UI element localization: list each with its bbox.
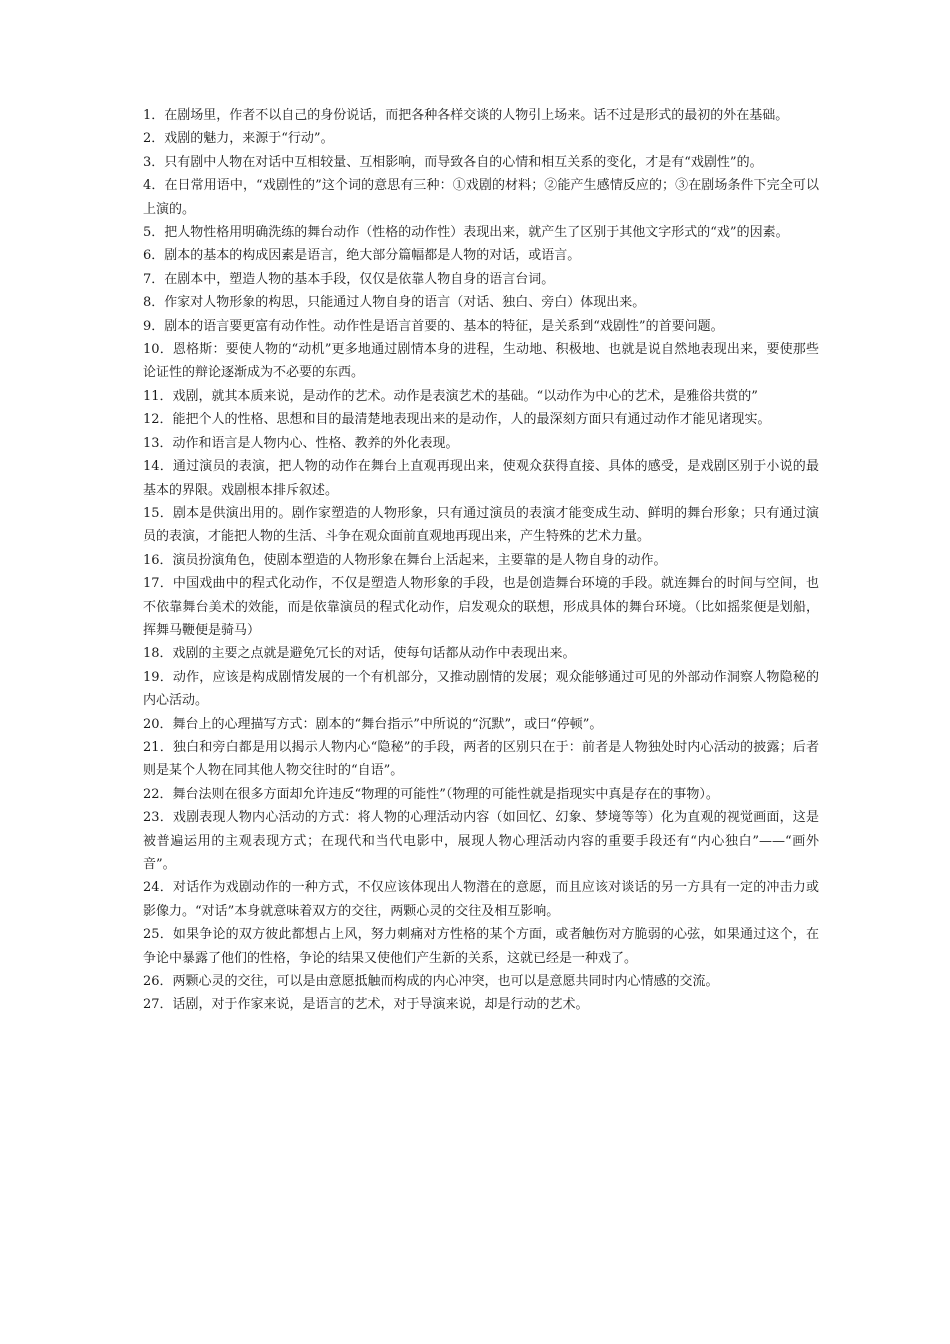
paragraph-26: 26．两颗心灵的交往，可以是由意愿抵触而构成的内心冲突，也可以是意愿共同时内心情感的交流。 (143, 974, 719, 990)
paragraph-5: 5．把人物性格用明确洗练的舞台动作（性格的动作性）表现出来，就产生了区别于其他文字形式的“戏”的因素。 (143, 225, 789, 241)
paragraph-20: 20．舞台上的心理描写方式：剧本的“舞台指示”中所说的“沉默”，或曰“停顿”。 (143, 716, 603, 732)
paragraph-21: 21．独白和旁白都是用以揭示人物内心“隐秘”的手段，两者的区别只在于：前者是人物独处时内心活动的披露；后者则是某个人物在同其他人物交往时的“自语”。 (143, 739, 819, 779)
paragraph-6: 6．剧本的基本的构成因素是语言，绝大部分篇幅都是人物的对话，或语言。 (143, 248, 581, 264)
paragraph-11: 11．戏剧，就其本质来说，是动作的艺术。动作是表演艺术的基础。“以动作为中心的艺术，是雅俗共赏的” (143, 388, 758, 404)
paragraph-10: 10．恩格斯：要使人物的“动机”更多地通过剧情本身的进程，生动地、积极地、也就是说自然地表现出来，要使那些论证性的辩论逐渐成为不必要的东西。 (143, 342, 819, 381)
paragraph-3: 3．只有剧中人物在对话中互相较量、互相影响，而导致各自的心情和相互关系的变化，才是有“戏剧性”的。 (143, 154, 763, 170)
document-body (143, 104, 819, 1017)
paragraph-25: 25．如果争论的双方彼此都想占上风，努力刺痛对方性格的某个方面，或者触伤对方脆弱的心弦，如果通过这个，在争论中暴露了他们的性格，争论的结果又使他们产生新的关系，这就已经是一种戏了。 (143, 927, 819, 966)
paragraph-27: 27．话剧，对于作家来说，是语言的艺术，对于导演来说，却是行动的艺术。 (143, 997, 589, 1013)
paragraph-23: 23．戏剧表现人物内心活动的方式：将人物的心理活动内容（如回忆、幻象、梦境等等）化为直观的视觉画面，这是被普遍运用的主观表现方式；在现代和当代电影中，展现人物心理活动内容的重要手段还有“内心独白”——“画外音”。 (143, 810, 819, 872)
paragraph-8: 8．作家对人物形象的构思，只能通过人物自身的语言（对话、独白、旁白）体现出来。 (143, 295, 646, 311)
paragraph-9: 9．剧本的语言要更富有动作性。动作性是语言首要的、基本的特征，是关系到“戏剧性”的首要问题。 (143, 318, 724, 334)
paragraph-22: 22．舞台法则在很多方面却允许违反“物理的可能性”（物理的可能性就是指现实中真是存在的事物）。 (143, 786, 719, 802)
paragraph-14: 14．通过演员的表演，把人物的动作在舞台上直观再现出来，使观众获得直接、具体的感受，是戏剧区别于小说的最基本的界限。戏剧根本排斥叙述。 (143, 459, 819, 498)
paragraph-24: 24．对话作为戏剧动作的一种方式，不仅应该体现出人物潜在的意愿，而且应该对谈话的另一方具有一定的冲击力或影像力。“对话”本身就意味着双方的交往，两颗心灵的交往及相互影响。 (143, 880, 819, 919)
paragraph-18: 18．戏剧的主要之点就是避免冗长的对话，使每句话都从动作中表现出来。 (143, 646, 576, 662)
paragraph-12: 12．能把个人的性格、思想和目的最清楚地表现出来的是动作，人的最深刻方面只有通过动作才能见诸现实。 (143, 412, 771, 428)
paragraph-1: 1．在剧场里，作者不以自己的身份说话，而把各种各样交谈的人物引上场来。话不过是形式的最初的外在基础。 (143, 108, 789, 123)
paragraph-15: 15．剧本是供演出用的。剧作家塑造的人物形象，只有通过演员的表演才能变成生动、鲜明的舞台形象；只有通过演员的表演，才能把人物的生活、斗争在观众面前直观地再现出来，产生特殊的艺术力量。 (143, 505, 819, 545)
paragraph-16: 16．演员扮演角色，使剧本塑造的人物形象在舞台上活起来，主要靠的是人物自身的动作。 (143, 552, 667, 568)
paragraph-4: 4．在日常用语中，“戏剧性的”这个词的意思有三种：①戏剧的材料；②能产生感情反应的；③在剧场条件下完全可以上演的。 (143, 178, 819, 217)
paragraph-13: 13．动作和语言是人物内心、性格、教养的外化表现。 (143, 435, 459, 451)
paragraph-19: 19．动作，应该是构成剧情发展的一个有机部分，又推动剧情的发展；观众能够通过可见的外部动作洞察人物隐秘的内心活动。 (143, 669, 819, 709)
paragraph-2: 2．戏剧的魅力，来源于“行动”。 (143, 131, 334, 147)
paragraph-7: 7．在剧本中，塑造人物的基本手段，仅仅是依靠人物自身的语言台词。 (143, 271, 555, 287)
paragraph-17: 17．中国戏曲中的程式化动作，不仅是塑造人物形象的手段，也是创造舞台环境的手段。就连舞台的时间与空间，也不依靠舞台美术的效能，而是依靠演员的程式化动作，启发观众的联想，形成具体的舞台环境。（比如摇浆便是划船，挥舞马鞭便是骑马） (143, 576, 819, 638)
